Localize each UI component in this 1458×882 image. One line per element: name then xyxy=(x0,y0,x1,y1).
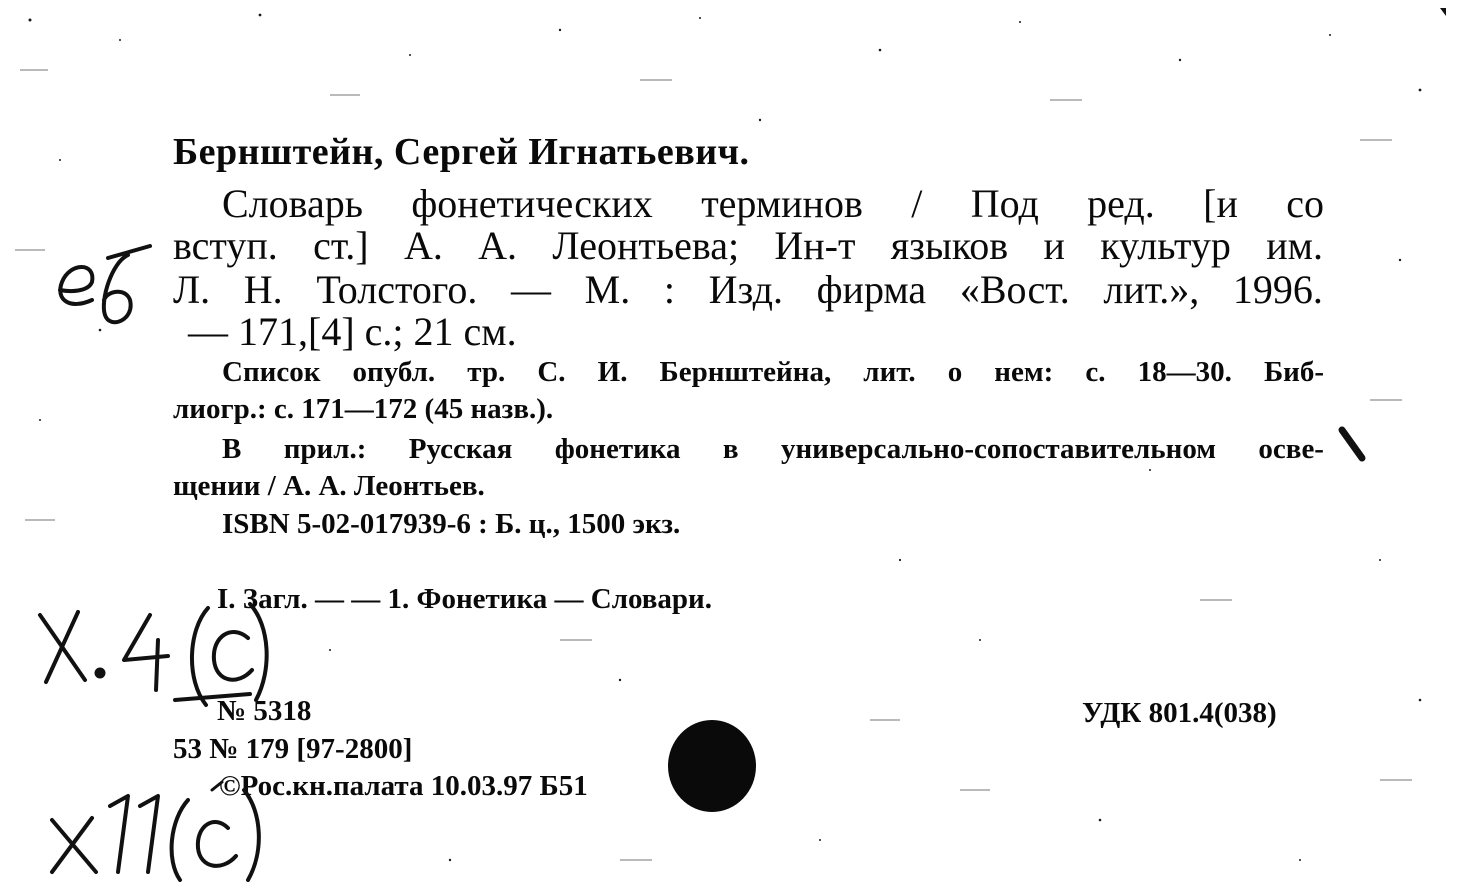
word: Леонтьева; xyxy=(552,223,740,268)
word: Словарь xyxy=(222,181,363,226)
isbn-line: ISBN 5-02-017939-6 : Б. ц., 1500 экз. xyxy=(222,508,681,540)
word: со xyxy=(1286,181,1324,226)
word: / xyxy=(911,181,923,226)
word: культур xyxy=(1100,223,1231,268)
word: осве- xyxy=(1258,433,1324,465)
word: А. xyxy=(403,223,443,268)
word: лит. xyxy=(863,356,916,388)
word: — xyxy=(510,267,551,312)
word: опубл. xyxy=(352,356,436,388)
word: Л. xyxy=(173,267,211,312)
word: В xyxy=(222,433,242,465)
physical-extent: — 171,[4] с.; 21 см. xyxy=(188,309,517,354)
ink-stroke xyxy=(212,782,222,790)
author-heading: Бернштейн, Сергей Игнатьевич. xyxy=(173,131,750,173)
word: : xyxy=(663,267,675,312)
note-bibliography-line-2: лиогр.: с. 171—172 (45 назв.). xyxy=(173,393,554,425)
word: 1996. xyxy=(1232,267,1323,312)
word: лит.», xyxy=(1103,267,1200,312)
word: фонетика xyxy=(554,433,681,465)
word: нем: xyxy=(994,356,1054,388)
word: в xyxy=(722,433,739,465)
word: 18—30. xyxy=(1137,356,1232,388)
word: языков xyxy=(890,223,1009,268)
word: ред. xyxy=(1087,181,1155,226)
word: Изд. xyxy=(708,267,783,312)
word: «Вост. xyxy=(959,267,1070,312)
word: терминов xyxy=(701,181,863,226)
word: Русская xyxy=(408,433,513,465)
word: и xyxy=(1043,223,1065,268)
ink-blot xyxy=(668,720,756,812)
handwritten-mark-mid xyxy=(40,604,267,705)
word: М. xyxy=(584,267,631,312)
word: о xyxy=(947,356,963,388)
word: Н. xyxy=(243,267,283,312)
handwritten-mark-top xyxy=(60,246,150,322)
subject-headings: I. Загл. — — 1. Фонетика — Словари. xyxy=(217,583,713,615)
ink-tick-mark xyxy=(1342,430,1362,458)
handwritten-mark-bottom xyxy=(52,790,259,880)
chamber-stamp-line: ©Рос.кн.палата 10.03.97 Б51 xyxy=(219,770,588,802)
word: прил.: xyxy=(283,433,367,465)
word: фонетических xyxy=(411,181,653,226)
word: им. xyxy=(1266,223,1323,268)
word: с. xyxy=(1085,356,1106,388)
word: Под xyxy=(970,181,1039,226)
word: универсально-сопоставительном xyxy=(780,433,1217,465)
word: С. xyxy=(537,356,566,388)
record-number: № 5318 xyxy=(217,695,312,727)
word: Список xyxy=(222,356,321,388)
word: тр. xyxy=(467,356,506,388)
udk-code: УДК 801.4(038) xyxy=(1082,697,1277,729)
word: Бернштейна, xyxy=(659,356,832,388)
word: [и xyxy=(1203,181,1238,226)
word: И. xyxy=(597,356,628,388)
register-number: 53 № 179 [97-2800] xyxy=(173,733,413,765)
word: фирма xyxy=(816,267,927,312)
word: ст.] xyxy=(313,223,369,268)
word: Толстого. xyxy=(316,267,478,312)
word: А. xyxy=(478,223,518,268)
word: Биб- xyxy=(1263,356,1324,388)
note-appendix-line-2: щении / А. А. Леонтьев. xyxy=(173,470,485,502)
word: Ин-т xyxy=(774,223,856,268)
word: вступ. xyxy=(173,223,278,268)
